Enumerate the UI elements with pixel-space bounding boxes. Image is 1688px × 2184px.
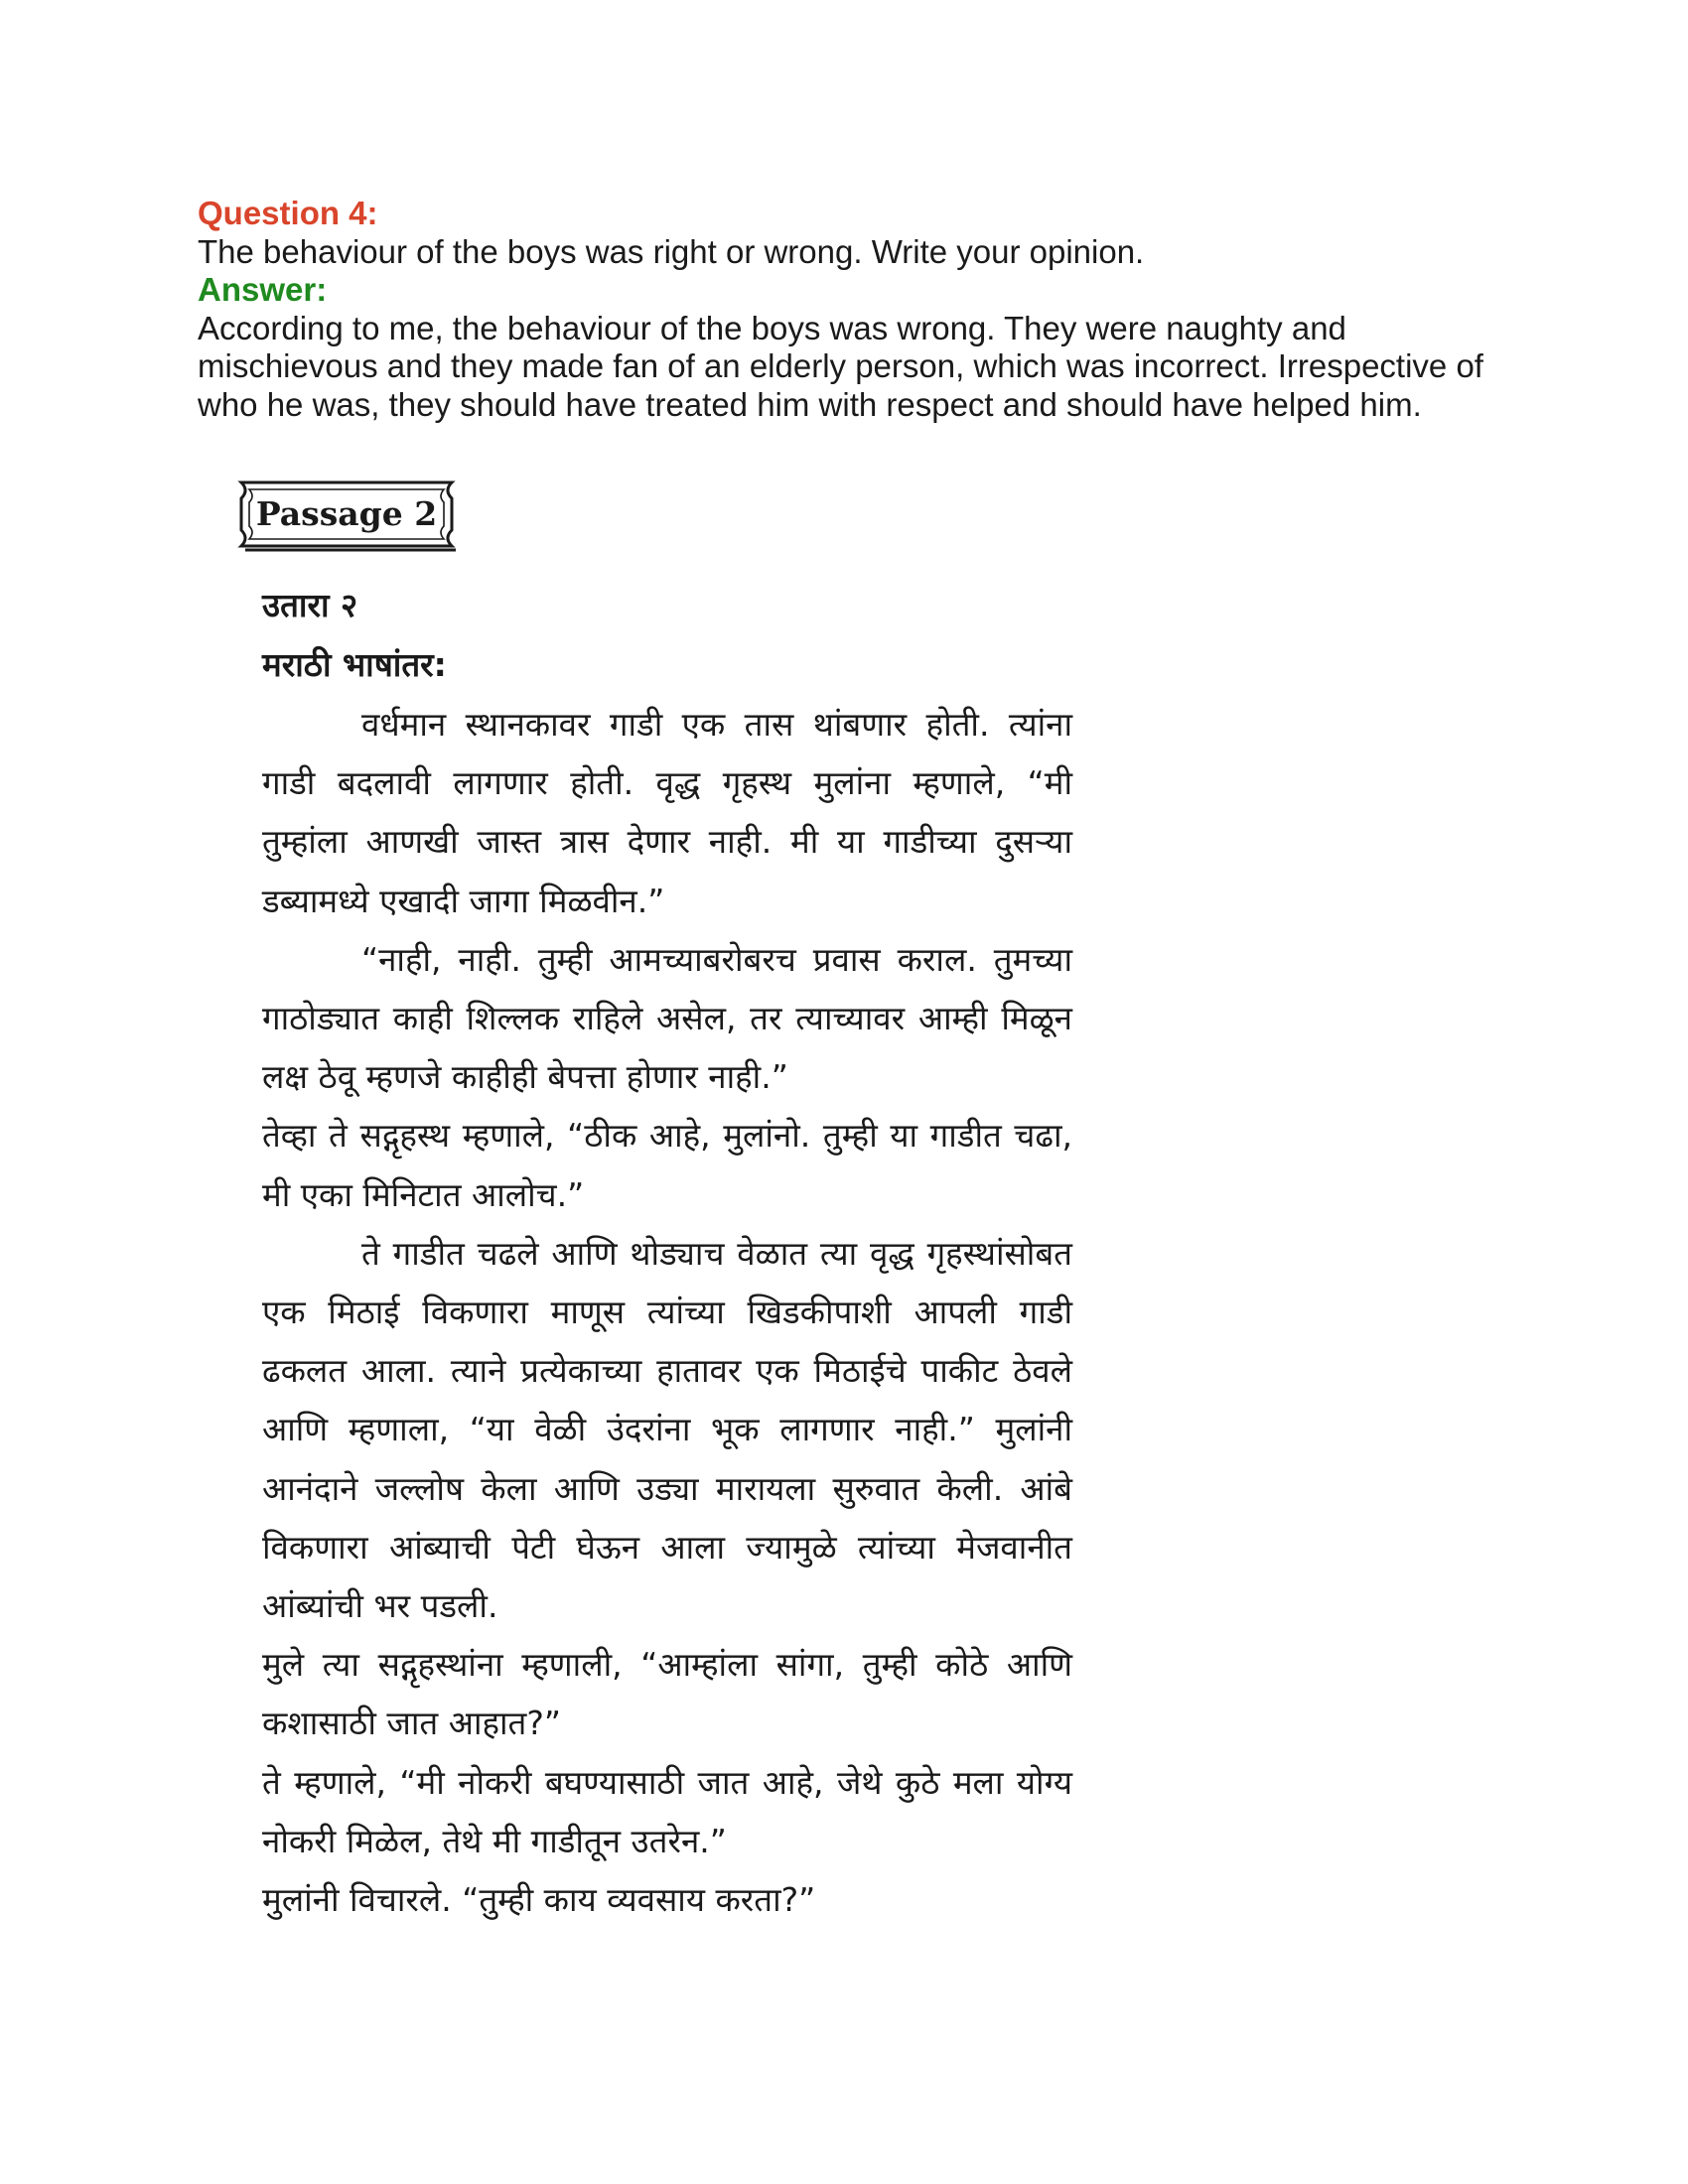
passage-paragraph: मुलांनी विचारले. “तुम्ही काय व्यवसाय करता?” xyxy=(262,1880,816,1920)
passage-paragraph: तेव्हा ते सद्गृहस्थ म्हणाले, “ठीक आहे, मुलांनो. तुम्ही या गाडीत चढा, मी एका मिनिटात आलोच.” xyxy=(262,1116,1072,1214)
answer-heading: Answer: xyxy=(198,271,328,308)
passage-subtitle: मराठी भाषांतर: xyxy=(262,645,447,684)
marathi-passage xyxy=(262,576,1072,1929)
passage-badge-label: Passage 2 xyxy=(255,494,438,533)
passage-title: उतारा २ xyxy=(262,586,358,624)
passage-paragraph: वर्धमान स्थानकावर गाडी एक तास थांबणार होती. त्यांना गाडी बदलावी लागणार होती. वृद्ध गृहस्थ मुलांना म्हणाले, “मी तुम्हांला आणखी जास्त त्रास देणार नाही. मी या गाडीच्या दुसऱ्या डब्यामध्ये एखादी जागा मिळवीन.” xyxy=(262,705,1072,920)
question-answer-block xyxy=(198,195,1508,424)
question-text: The behaviour of the boys was right or wrong. Write your opinion. xyxy=(198,232,1145,270)
passage-paragraph: ते गाडीत चढले आणि थोड्याच वेळात त्या वृद्ध गृहस्थांसोबत एक मिठाई विकणारा माणूस त्यांच्या खिडकीपाशी आपली गाडी ढकलत आला. त्याने प्रत्येकाच्या हातावर एक मिठाईचे पाकीट ठेवले आणि म्हणाला, “या वेळी उंदरांना भूक लागणार नाही.” मुलांनी आनंदाने जल्लोष केला आणि उड्या मारायला सुरुवात केली. आंबे विकणारा आंब्याची पेटी घेऊन आला ज्यामुळे त्यांच्या मेजवानीत आंब्यांची भर पडली. xyxy=(262,1233,1072,1626)
answer-text: According to me, the behaviour of the boys was wrong. They were naughty and mischievous and they made fan of an elderly person, which was incorrect. Irrespective of who he was, they should have treated him with respect and should have helped him. xyxy=(198,309,1483,423)
question-heading: Question 4: xyxy=(198,195,378,231)
passage-paragraph: ते म्हणाले, “मी नोकरी बघण्यासाठी जात आहे, जेथे कुठे मला योग्य नोकरी मिळेल, तेथे मी गाडीतून उतरेन.” xyxy=(262,1762,1072,1860)
passage-badge xyxy=(231,475,462,554)
passage-paragraph: मुले त्या सद्गृहस्थांना म्हणाली, “आम्हांला सांगा, तुम्ही कोठे आणि कशासाठी जात आहात?” xyxy=(262,1645,1072,1743)
passage-paragraph: “नाही, नाही. तुम्ही आमच्याबरोबरच प्रवास कराल. तुमच्या गाठोड्यात काही शिल्लक राहिले असेल, तर त्याच्यावर आम्ही मिळून लक्ष ठेवू म्हणजे काहीही बेपत्ता होणार नाही.” xyxy=(262,939,1072,1097)
